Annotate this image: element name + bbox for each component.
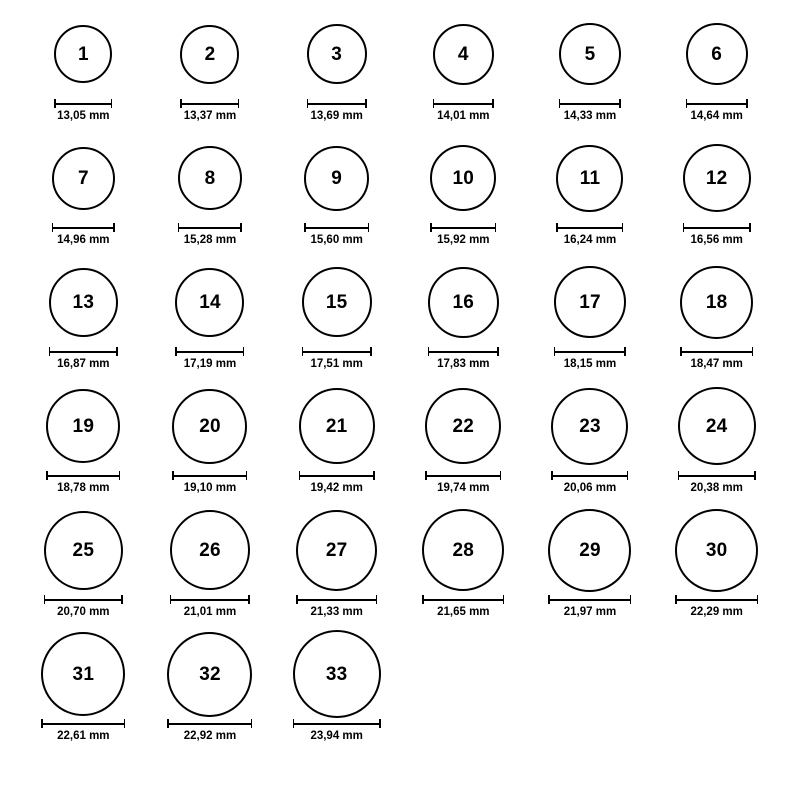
ring-circle-outline — [559, 23, 621, 85]
measure-bar-line — [683, 227, 751, 229]
ring-circle-outline — [683, 144, 751, 212]
measure-bar-line — [293, 723, 381, 725]
ring-diameter-label: 19,42 mm — [310, 482, 363, 494]
ring-circle-wrap — [302, 256, 372, 348]
measure-tick-right — [111, 99, 113, 108]
measure-tick-right — [113, 223, 115, 232]
ring-size-item[interactable] — [147, 256, 274, 380]
ring-diameter-label: 13,05 mm — [57, 110, 110, 122]
ring-diameter-label: 13,69 mm — [310, 110, 363, 122]
diameter-measure-bar — [41, 719, 125, 728]
ring-diameter-label: 21,33 mm — [310, 606, 363, 618]
measure-bar-line — [422, 599, 504, 601]
ring-size-number: 32 — [199, 663, 221, 685]
measure-bar-line — [551, 475, 628, 477]
measure-tick-right — [376, 595, 378, 604]
ring-size-item[interactable] — [653, 8, 780, 132]
diameter-measure-bar — [433, 99, 494, 108]
ring-circle-wrap — [422, 504, 504, 596]
ring-size-number: 4 — [457, 43, 469, 65]
ring-circle-outline — [304, 146, 369, 211]
ring-diameter-label: 14,64 mm — [690, 110, 743, 122]
diameter-measure-bar — [293, 719, 381, 728]
ring-circle-wrap — [678, 380, 756, 472]
measure-bar-line — [554, 351, 626, 353]
ring-size-number: 13 — [72, 291, 95, 313]
measure-tick-left — [178, 223, 180, 232]
ring-circle-outline — [44, 511, 123, 590]
ring-diameter-label: 22,29 mm — [690, 606, 743, 618]
ring-size-item[interactable] — [20, 8, 147, 132]
ring-circle-outline — [49, 268, 118, 337]
diameter-measure-bar — [299, 471, 375, 480]
ring-circle-wrap — [172, 380, 247, 472]
diameter-measure-bar — [422, 595, 504, 604]
ring-circle-outline — [678, 387, 756, 465]
ring-diameter-label: 15,28 mm — [183, 234, 237, 246]
ring-size-number: 29 — [579, 539, 601, 561]
ring-circle-wrap — [180, 8, 239, 100]
ring-circle-outline — [41, 632, 125, 716]
ring-size-number: 23 — [579, 415, 601, 437]
measure-tick-right — [365, 99, 367, 108]
measure-tick-left — [683, 223, 685, 232]
measure-tick-right — [238, 99, 240, 108]
ring-circle-outline — [551, 388, 628, 465]
measure-bar-line — [425, 475, 501, 477]
ring-diameter-label: 16,24 mm — [563, 234, 617, 246]
diameter-measure-bar — [554, 347, 626, 356]
ring-circle-wrap — [548, 504, 631, 596]
ring-circle-wrap — [686, 8, 748, 100]
ring-circle-wrap — [556, 132, 623, 224]
diameter-measure-bar — [683, 223, 751, 232]
measure-bar-line — [170, 599, 250, 601]
ring-size-item[interactable] — [273, 504, 400, 628]
ring-circle-wrap — [675, 504, 758, 596]
ring-size-number: 15 — [325, 291, 348, 313]
ring-circle-outline — [296, 510, 377, 591]
ring-diameter-label: 20,38 mm — [690, 482, 743, 494]
ring-circle-wrap — [428, 256, 499, 348]
ring-circle-wrap — [307, 8, 367, 100]
ring-size-number: 24 — [705, 415, 728, 437]
ring-diameter-label: 21,65 mm — [437, 606, 490, 618]
measure-bar-line — [296, 599, 377, 601]
measure-bar-line — [548, 599, 631, 601]
measure-tick-right — [368, 223, 370, 232]
ring-circle-outline — [548, 509, 631, 592]
ring-size-number: 28 — [452, 539, 475, 561]
diameter-measure-bar — [675, 595, 758, 604]
ring-circle-outline — [675, 509, 758, 592]
ring-diameter-label: 21,97 mm — [563, 606, 617, 618]
ring-diameter-label: 17,19 mm — [183, 358, 237, 370]
ring-size-number: 10 — [452, 167, 475, 189]
measure-tick-left — [302, 347, 304, 356]
ring-circle-wrap — [167, 628, 252, 720]
ring-size-item[interactable] — [400, 380, 527, 504]
ring-circle-wrap — [54, 8, 112, 100]
ring-diameter-label: 23,94 mm — [310, 730, 363, 742]
measure-tick-left — [554, 347, 556, 356]
ring-diameter-label: 17,51 mm — [310, 358, 363, 370]
ring-size-item[interactable] — [273, 628, 400, 752]
measure-tick-left — [180, 99, 182, 108]
ring-size-item[interactable] — [147, 504, 274, 628]
ring-size-number: 5 — [584, 43, 596, 65]
ring-diameter-label: 22,92 mm — [183, 730, 237, 742]
ring-size-number: 14 — [199, 291, 221, 313]
ring-size-item[interactable] — [20, 256, 147, 380]
ring-circle-wrap — [551, 380, 628, 472]
ring-size-number: 8 — [204, 167, 216, 189]
measure-tick-left — [422, 595, 424, 604]
diameter-measure-bar — [172, 471, 247, 480]
ring-circle-outline — [680, 266, 753, 339]
ring-circle-outline — [686, 23, 748, 85]
ring-diameter-label: 14,96 mm — [57, 234, 110, 246]
ring-circle-wrap — [175, 256, 244, 348]
ring-size-number: 9 — [331, 167, 343, 189]
ring-circle-outline — [433, 24, 494, 85]
ring-diameter-label: 14,33 mm — [563, 110, 617, 122]
measure-tick-right — [119, 471, 121, 480]
measure-tick-right — [373, 471, 375, 480]
ring-size-item[interactable] — [273, 8, 400, 132]
ring-diameter-label: 15,92 mm — [437, 234, 490, 246]
ring-size-item[interactable] — [273, 256, 400, 380]
measure-tick-left — [425, 471, 427, 480]
ring-circle-wrap — [559, 8, 621, 100]
ring-size-item[interactable] — [527, 8, 654, 132]
ring-size-number: 19 — [72, 415, 95, 437]
ring-size-number: 27 — [325, 539, 348, 561]
measure-bar-line — [675, 599, 758, 601]
ring-size-item[interactable] — [147, 628, 274, 752]
measure-bar-line — [307, 103, 367, 105]
ring-size-item[interactable] — [653, 504, 780, 628]
measure-tick-right — [500, 471, 502, 480]
diameter-measure-bar — [680, 347, 753, 356]
measure-tick-left — [551, 471, 553, 480]
diameter-measure-bar — [678, 471, 756, 480]
measure-tick-left — [548, 595, 550, 604]
ring-size-number: 25 — [72, 539, 95, 561]
ring-diameter-label: 13,37 mm — [183, 110, 237, 122]
diameter-measure-bar — [551, 471, 628, 480]
measure-bar-line — [430, 227, 496, 229]
ring-circle-wrap — [178, 132, 242, 224]
ring-circle-outline — [54, 25, 112, 83]
measure-tick-right — [754, 471, 756, 480]
ring-circle-outline — [422, 509, 504, 591]
measure-bar-line — [41, 723, 125, 725]
ring-circle-outline — [428, 267, 499, 338]
ring-diameter-label: 14,01 mm — [437, 110, 490, 122]
diameter-measure-bar — [178, 223, 242, 232]
ring-circle-outline — [175, 268, 244, 337]
ring-circle-wrap — [44, 504, 123, 596]
diameter-measure-bar — [44, 595, 123, 604]
ring-circle-outline — [293, 630, 381, 718]
ring-diameter-label: 20,06 mm — [563, 482, 617, 494]
measure-tick-right — [246, 471, 248, 480]
ring-size-item[interactable] — [400, 256, 527, 380]
measure-bar-line — [46, 475, 120, 477]
measure-tick-right — [497, 347, 499, 356]
measure-tick-left — [686, 99, 688, 108]
measure-bar-line — [556, 227, 623, 229]
ring-circle-wrap — [46, 380, 120, 472]
diameter-measure-bar — [304, 223, 369, 232]
diameter-measure-bar — [430, 223, 496, 232]
ring-circle-outline — [302, 267, 372, 337]
ring-diameter-label: 17,83 mm — [437, 358, 490, 370]
ring-size-item[interactable] — [527, 132, 654, 256]
ring-diameter-label: 18,47 mm — [690, 358, 743, 370]
ring-circle-wrap — [49, 256, 118, 348]
measure-tick-right — [622, 223, 624, 232]
ring-circle-wrap — [41, 628, 125, 720]
measure-tick-left — [49, 347, 51, 356]
diameter-measure-bar — [54, 99, 112, 108]
measure-tick-right — [124, 719, 126, 728]
ring-size-item[interactable] — [273, 132, 400, 256]
ring-size-number: 17 — [579, 291, 601, 313]
measure-bar-line — [302, 351, 372, 353]
ring-size-item[interactable] — [400, 504, 527, 628]
measure-tick-left — [299, 471, 301, 480]
ring-size-number: 6 — [711, 43, 723, 65]
ring-circle-outline — [180, 25, 239, 84]
measure-tick-right — [248, 595, 250, 604]
measure-bar-line — [678, 475, 756, 477]
measure-tick-right — [503, 595, 505, 604]
measure-tick-left — [172, 471, 174, 480]
measure-tick-right — [116, 347, 118, 356]
ring-size-number: 22 — [452, 415, 475, 437]
measure-bar-line — [178, 227, 242, 229]
measure-tick-right — [619, 99, 621, 108]
measure-bar-line — [54, 103, 112, 105]
measure-tick-right — [627, 471, 629, 480]
ring-size-number: 7 — [77, 167, 89, 189]
ring-diameter-label: 18,78 mm — [57, 482, 110, 494]
measure-tick-left — [167, 719, 169, 728]
diameter-measure-bar — [428, 347, 499, 356]
ring-size-item[interactable] — [400, 8, 527, 132]
measure-bar-line — [167, 723, 252, 725]
measure-bar-line — [304, 227, 369, 229]
ring-circle-outline — [172, 389, 247, 464]
measure-bar-line — [559, 103, 621, 105]
measure-tick-left — [170, 595, 172, 604]
ring-size-number: 26 — [199, 539, 221, 561]
ring-size-number: 21 — [325, 415, 348, 437]
measure-tick-left — [46, 471, 48, 480]
ring-size-number: 33 — [325, 663, 348, 685]
diameter-measure-bar — [296, 595, 377, 604]
ring-circle-outline — [425, 388, 501, 464]
ring-circle-wrap — [299, 380, 375, 472]
diameter-measure-bar — [548, 595, 631, 604]
ring-circle-outline — [430, 145, 496, 211]
ring-circle-outline — [170, 510, 250, 590]
measure-tick-right — [624, 347, 626, 356]
measure-tick-left — [428, 347, 430, 356]
measure-bar-line — [680, 351, 753, 353]
ring-circle-outline — [46, 389, 120, 463]
diameter-measure-bar — [167, 719, 252, 728]
measure-tick-left — [556, 223, 558, 232]
ring-size-item[interactable] — [20, 380, 147, 504]
ring-size-item[interactable] — [527, 380, 654, 504]
ring-size-item[interactable] — [147, 380, 274, 504]
ring-size-item[interactable] — [273, 380, 400, 504]
ring-circle-outline — [556, 145, 623, 212]
ring-size-number: 31 — [72, 663, 95, 685]
measure-tick-right — [379, 719, 381, 728]
measure-tick-right — [752, 347, 754, 356]
diameter-measure-bar — [556, 223, 623, 232]
measure-tick-right — [495, 223, 497, 232]
ring-size-item[interactable] — [147, 132, 274, 256]
ring-size-item[interactable] — [527, 504, 654, 628]
ring-circle-wrap — [425, 380, 501, 472]
diameter-measure-bar — [49, 347, 118, 356]
ring-diameter-label: 20,70 mm — [57, 606, 110, 618]
ring-circle-outline — [167, 632, 252, 717]
measure-tick-left — [678, 471, 680, 480]
ring-diameter-label: 22,61 mm — [57, 730, 110, 742]
ring-size-number: 3 — [331, 43, 343, 65]
measure-tick-left — [175, 347, 177, 356]
ring-circle-outline — [307, 24, 367, 84]
measure-bar-line — [686, 103, 748, 105]
ring-size-item[interactable] — [527, 256, 654, 380]
measure-tick-left — [54, 99, 56, 108]
measure-bar-line — [175, 351, 244, 353]
measure-tick-right — [251, 719, 253, 728]
diameter-measure-bar — [52, 223, 115, 232]
measure-bar-line — [433, 103, 494, 105]
ring-size-item[interactable] — [400, 132, 527, 256]
diameter-measure-bar — [425, 471, 501, 480]
ring-size-number: 18 — [705, 291, 728, 313]
ring-size-number: 11 — [579, 167, 601, 189]
diameter-measure-bar — [559, 99, 621, 108]
measure-bar-line — [299, 475, 375, 477]
ring-circle-outline — [299, 388, 375, 464]
measure-tick-left — [44, 595, 46, 604]
ring-size-number: 20 — [199, 415, 221, 437]
ring-circle-wrap — [170, 504, 250, 596]
ring-size-item[interactable] — [653, 256, 780, 380]
ring-size-number: 1 — [77, 43, 89, 65]
ring-size-item[interactable] — [147, 8, 274, 132]
diameter-measure-bar — [175, 347, 244, 356]
ring-circle-wrap — [680, 256, 753, 348]
ring-diameter-label: 19,74 mm — [437, 482, 490, 494]
ring-diameter-label: 21,01 mm — [183, 606, 237, 618]
ring-circle-wrap — [430, 132, 496, 224]
measure-bar-line — [180, 103, 239, 105]
diameter-measure-bar — [180, 99, 239, 108]
ring-size-number: 12 — [705, 167, 728, 189]
measure-tick-left — [680, 347, 682, 356]
measure-tick-right — [370, 347, 372, 356]
diameter-measure-bar — [302, 347, 372, 356]
ring-circle-wrap — [683, 132, 751, 224]
ring-circle-outline — [554, 266, 626, 338]
ring-circle-wrap — [304, 132, 369, 224]
measure-tick-right — [121, 595, 123, 604]
diameter-measure-bar — [307, 99, 367, 108]
diameter-measure-bar — [46, 471, 120, 480]
ring-size-number: 30 — [705, 539, 728, 561]
measure-tick-right — [240, 223, 242, 232]
measure-tick-left — [433, 99, 435, 108]
measure-tick-left — [52, 223, 54, 232]
measure-tick-left — [304, 223, 306, 232]
ring-size-item[interactable] — [653, 132, 780, 256]
ring-size-item[interactable] — [20, 132, 147, 256]
measure-tick-left — [675, 595, 677, 604]
diameter-measure-bar — [686, 99, 748, 108]
ring-diameter-label: 16,56 mm — [690, 234, 743, 246]
ring-size-number: 2 — [204, 43, 216, 65]
measure-tick-right — [757, 595, 759, 604]
measure-tick-right — [746, 99, 748, 108]
ring-circle-wrap — [296, 504, 377, 596]
ring-circle-outline — [52, 147, 115, 210]
measure-tick-left — [559, 99, 561, 108]
ring-circle-wrap — [293, 628, 381, 720]
measure-tick-right — [492, 99, 494, 108]
ring-diameter-label: 16,87 mm — [57, 358, 110, 370]
ring-size-number: 16 — [452, 291, 475, 313]
measure-bar-line — [172, 475, 247, 477]
measure-bar-line — [49, 351, 118, 353]
ring-size-item[interactable] — [20, 628, 147, 752]
ring-size-item[interactable] — [20, 504, 147, 628]
measure-tick-left — [307, 99, 309, 108]
measure-tick-left — [41, 719, 43, 728]
ring-circle-outline — [178, 146, 242, 210]
measure-tick-right — [749, 223, 751, 232]
measure-bar-line — [52, 227, 115, 229]
measure-bar-line — [428, 351, 499, 353]
ring-circle-wrap — [554, 256, 626, 348]
ring-grid — [20, 8, 780, 752]
ring-diameter-label: 15,60 mm — [310, 234, 363, 246]
diameter-measure-bar — [170, 595, 250, 604]
ring-diameter-label: 18,15 mm — [563, 358, 617, 370]
measure-tick-right — [243, 347, 245, 356]
ring-size-item[interactable] — [653, 380, 780, 504]
measure-tick-left — [430, 223, 432, 232]
measure-tick-left — [296, 595, 298, 604]
ring-diameter-label: 19,10 mm — [183, 482, 237, 494]
measure-bar-line — [44, 599, 123, 601]
ring-circle-wrap — [433, 8, 494, 100]
measure-tick-right — [630, 595, 632, 604]
ring-circle-wrap — [52, 132, 115, 224]
measure-tick-left — [293, 719, 295, 728]
